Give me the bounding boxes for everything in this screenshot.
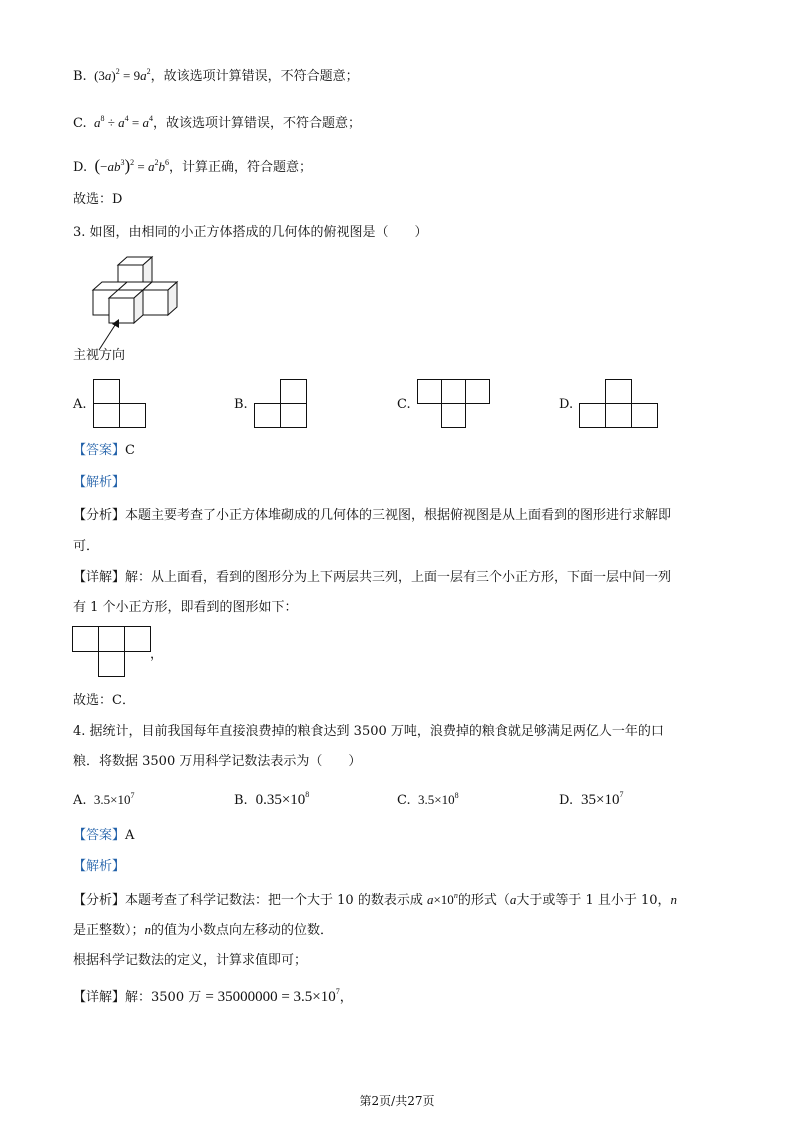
q4-fenxi-line2 [73, 920, 333, 941]
q4-option-c [397, 790, 459, 811]
q3-analysis-tag-line [73, 473, 125, 493]
q4-fenxi-formula: $a\times 10^n$ [426, 890, 458, 907]
q3-solution-figure [71, 625, 153, 679]
q3-answer-tag: 【答案】 [73, 443, 126, 458]
q4-option-b-formula: $0.35\times 10^8$ [251, 790, 310, 808]
q4-fenxi-text-a: 本题考查了科学记数法：把一个大于 10 的数表示成 [125, 893, 423, 908]
q4-option-b-label: B. [234, 793, 248, 808]
q3-fenxi-tag: 【分析】 [73, 508, 126, 523]
q2-option-c-comment: ，故该选项计算错误，不符合题意； [153, 116, 362, 131]
q3-option-c-figure [416, 378, 496, 430]
q3-xiangjie-text1: 解：从上面看，看到的图形分为上下两层共三列，上面一层有三个小正方形，下面一层中间一列 [125, 570, 672, 585]
q4-stem-line1: 4. 据统计，目前我国每年直接浪费掉的粮食达到 3500 万吨，浪费掉的粮食就足够满足两亿人一年的口 [73, 724, 664, 739]
q4-xiangjie-line [73, 987, 353, 1008]
q4-fenxi-line1 [73, 890, 677, 911]
q3-option-b-label: B. [234, 397, 248, 412]
q2-option-b-comment: ，故该选项计算错误，不符合题意； [150, 69, 359, 84]
q4-stem-line2: 粮．将数据 3500 万用科学记数法表示为（ ） [73, 754, 362, 769]
q3-option-d-label: D. [559, 397, 574, 412]
q2-option-d-line [73, 156, 312, 178]
q2-option-d-comment: ，计算正确，符合题意； [169, 160, 313, 175]
q4-xiangjie-end: ， [339, 990, 353, 1005]
q4-option-c-formula: $3.5\times 10^8$ [414, 790, 459, 807]
q3-option-a-label: A. [73, 397, 87, 412]
q4-option-d-label: D. [559, 793, 574, 808]
q2-option-d-label: D. [73, 160, 88, 175]
q2-option-c-formula: $a^8 \div a^4 = a^4$ [94, 113, 153, 130]
q4-fenxi-var-n2: n [144, 922, 152, 937]
q3-option-b-figure [253, 378, 309, 430]
q3-choice: 故选：C． [73, 693, 135, 708]
q4-fenxi-text-e: 的值为小数点向左移动的位数． [151, 923, 334, 938]
q4-analysis-tag-line [73, 857, 125, 877]
q4-option-a [73, 790, 135, 811]
q4-option-d-formula: $35\times 10^7$ [577, 790, 624, 808]
q2-option-b-formula: $(3a)^2 = 9a^2$ [90, 66, 151, 83]
q4-xiangjie-formula: = $35000000 = 3.5\times 10^7$ [205, 987, 340, 1005]
q3-stem: 3. 如图，由相同的小正方体搭成的几何体的俯视图是（ ） [73, 225, 428, 240]
q4-option-c-label: C. [397, 793, 411, 808]
q3-fenxi-line1 [73, 506, 671, 526]
q3-option-d-figure [578, 378, 662, 430]
q4-basis: 根据科学记数法的定义，计算求值即可； [73, 953, 308, 968]
q2-option-c-label: C. [73, 116, 87, 131]
q3-xiangjie-tag: 【详解】 [73, 570, 126, 585]
q4-fenxi-var-n: n [670, 892, 678, 907]
q4-analysis-tag: 【解析】 [73, 859, 126, 874]
q4-fenxi-text-b: 的形式（ [457, 893, 510, 908]
q3-analysis-tag: 【解析】 [73, 475, 126, 490]
q4-fenxi-tag: 【分析】 [73, 893, 126, 908]
q4-option-a-formula: $3.5\times 10^7$ [90, 790, 135, 807]
q4-fenxi-text-d: 是正整数）； [73, 923, 145, 938]
q3-fenxi-line2: 可． [73, 539, 100, 554]
q2-option-d-formula: $(-ab^3)^2 = a^2b^6$ [94, 156, 170, 175]
q4-xiangjie-tag: 【详解】 [73, 990, 126, 1005]
q3-xiangjie-line1 [73, 568, 671, 588]
q3-answer-value: C [125, 443, 135, 458]
q3-option-a-figure [92, 378, 148, 430]
q4-answer-line [73, 826, 134, 846]
q2-choice: 故选：D [73, 192, 123, 207]
q3-direction-label: 主视方向 [73, 348, 126, 363]
q4-answer-tag: 【答案】 [73, 828, 126, 843]
q4-fenxi-text-c: 大于或等于 1 且小于 10， [516, 893, 671, 908]
q2-option-b-line [73, 66, 359, 87]
q4-answer-value: A [125, 828, 135, 843]
q3-answer-line [73, 441, 135, 461]
q4-option-d [559, 790, 623, 811]
q2-option-b-label: B. [73, 69, 87, 84]
page-footer: 第2页/共27页 [359, 1094, 435, 1108]
q4-xiangjie-text: 解：3500 万 [125, 990, 202, 1005]
q4-fenxi-var-a: a [509, 892, 517, 907]
q3-xiangjie-line2: 有 1 个小正方形，即看到的图形如下： [73, 600, 298, 615]
q3-option-c-label: C. [397, 397, 411, 412]
q4-option-a-label: A. [73, 793, 87, 808]
q4-option-b [234, 790, 309, 811]
q3-solution-comma: ， [150, 647, 164, 662]
q3-fenxi-text1: 本题主要考查了小正方体堆砌成的几何体的三视图，根据俯视图是从上面看到的图形进行求解即 [125, 508, 672, 523]
q2-option-c-line [73, 113, 361, 134]
